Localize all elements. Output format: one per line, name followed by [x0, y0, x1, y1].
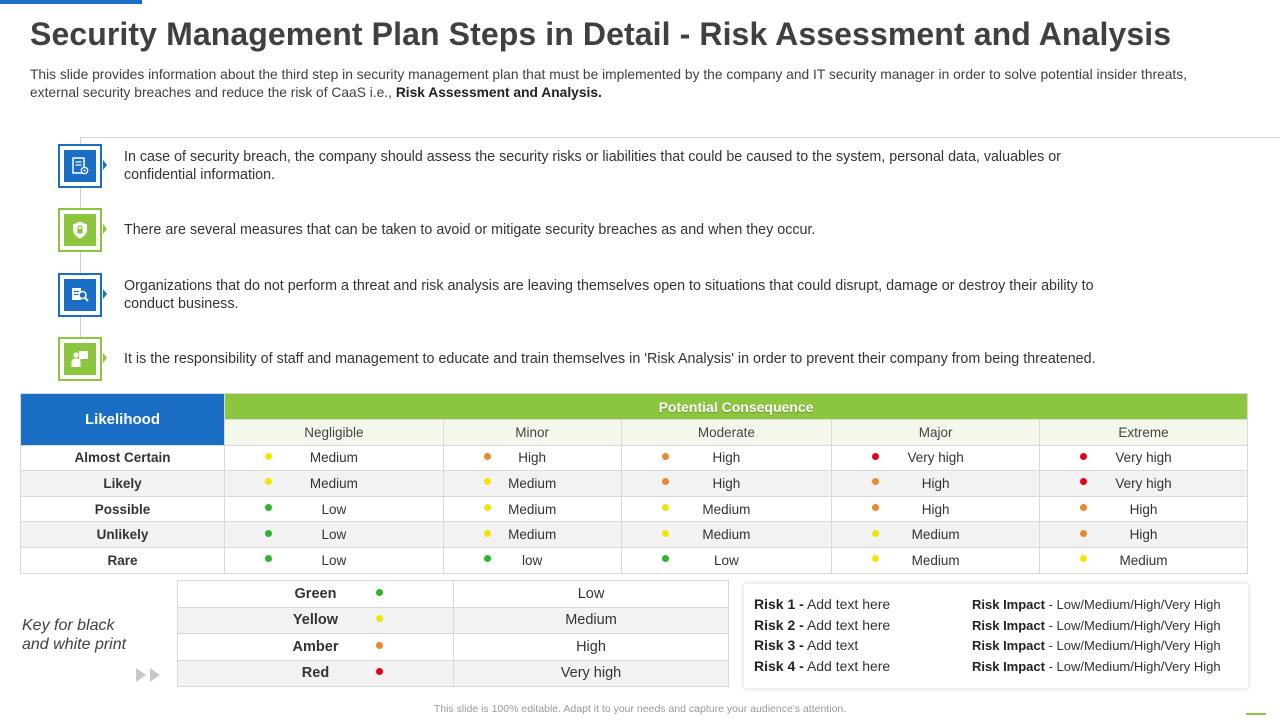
row-label: Likely	[21, 471, 225, 497]
point-1-arrow	[103, 160, 107, 170]
risk-impact-label: Risk Impact	[972, 617, 1045, 633]
key-value: Medium	[454, 607, 729, 634]
risk-dot-icon	[1080, 504, 1087, 511]
document-settings-icon	[64, 150, 96, 182]
key-color-label: Green	[294, 585, 337, 602]
risk-impact-text: - Low/Medium/High/Very High	[1048, 638, 1221, 653]
matrix-cell	[832, 547, 1040, 573]
column-header-negligible: Negligible	[225, 420, 444, 446]
matrix-cell	[832, 445, 1040, 471]
document-search-icon	[64, 279, 96, 311]
point-1-text: In case of security breach, the company should assess the security risks or liabilities that could be caused to the system, personal data, valuables or confidential information.	[124, 149, 1061, 183]
column-header-moderate: Moderate	[621, 420, 832, 446]
matrix-cell	[832, 496, 1040, 522]
risk-row	[754, 617, 1234, 637]
risk-level-text: Medium	[508, 527, 557, 543]
risk-impact-label: Risk Impact	[972, 658, 1045, 674]
matrix-cell	[443, 522, 621, 548]
risk-impact-label: Risk Impact	[972, 597, 1045, 612]
risk-dot-icon	[1080, 530, 1087, 537]
risk-impact-label: Risk Impact	[972, 638, 1045, 653]
risk-impact	[972, 638, 1221, 653]
person-training-icon	[64, 343, 96, 375]
risk-dot-icon	[484, 478, 491, 485]
risk-level-text: Medium	[1119, 552, 1168, 568]
key-color-label: Red	[301, 665, 330, 682]
matrix-cell	[621, 471, 832, 497]
matrix-cell	[443, 547, 621, 573]
key-dot-icon	[376, 615, 383, 622]
subtitle-emphasis: Risk Assessment and Analysis.	[395, 85, 602, 100]
risk-dot-icon	[1080, 555, 1087, 562]
risk-text: Add text here	[806, 616, 891, 633]
matrix-cell	[225, 471, 444, 497]
key-label	[22, 616, 126, 654]
risk-level-text: High	[712, 450, 741, 466]
corner-accent	[1246, 713, 1266, 715]
risk-level-text: Medium	[508, 501, 557, 517]
potential-consequence-header: Potential Consequence	[225, 394, 1248, 420]
risk-level-text: Medium	[911, 527, 960, 543]
risk-level-text: Low	[714, 552, 739, 568]
risk-level-text: High	[1129, 501, 1158, 517]
risk-impact	[972, 618, 1221, 633]
risk-dot-icon	[484, 504, 491, 511]
matrix-cell	[225, 522, 444, 548]
shield-lock-icon	[64, 214, 96, 246]
risk-label: Risk 1 -	[754, 596, 804, 612]
matrix-cell	[1040, 445, 1248, 471]
risk-dot-icon	[265, 530, 272, 537]
risk-impact-text: - Low/Medium/High/Very High	[1048, 617, 1221, 633]
risk-impact	[972, 597, 1221, 612]
risk-dot-icon	[1080, 478, 1087, 485]
key-dot-icon	[376, 668, 383, 675]
matrix-cell	[1040, 547, 1248, 573]
key-color-name	[178, 581, 454, 608]
risk-text: Add text here	[806, 596, 891, 612]
matrix-cell	[1040, 471, 1248, 497]
risk-dot-icon	[1080, 453, 1087, 460]
risk-impact-text: - Low/Medium/High/Very High	[1048, 597, 1221, 612]
matrix-cell	[621, 496, 832, 522]
matrix-cell	[832, 471, 1040, 497]
point-4-icon-frame	[58, 337, 102, 381]
point-2	[58, 208, 1178, 252]
key-value: Very high	[454, 660, 729, 687]
key-value: High	[454, 634, 729, 661]
risk-level-text: low	[522, 552, 543, 568]
matrix-cell	[443, 445, 621, 471]
point-4-text: It is the responsibility of staff and management to educate and train themselves in 'Risk Analysis' in order to prevent their company from being threatened.	[124, 351, 1096, 367]
risk-dot-icon	[484, 555, 491, 562]
point-2-text: There are several measures that can be taken to avoid or mitigate security breaches as and when they occur.	[124, 222, 816, 238]
risk-level-text: Very high	[1115, 450, 1172, 466]
point-4	[58, 337, 1178, 381]
risk-dot-icon	[662, 478, 669, 485]
risk-level-text: Medium	[508, 475, 557, 491]
risk-impact	[972, 659, 1221, 674]
point-3-icon-frame	[58, 273, 102, 317]
risk-row	[754, 637, 1234, 657]
matrix-row	[21, 471, 1248, 497]
matrix-cell	[225, 547, 444, 573]
risk-dot-icon	[872, 530, 879, 537]
matrix-header-row	[21, 394, 1248, 420]
risk-dot-icon	[484, 453, 491, 460]
risk-matrix-table	[20, 393, 1248, 574]
row-label: Almost Certain	[21, 445, 225, 471]
key-value: Low	[454, 581, 729, 608]
row-label: Unlikely	[21, 522, 225, 548]
matrix-cell	[1040, 522, 1248, 548]
matrix-cell	[621, 522, 832, 548]
risk-row	[754, 658, 1234, 678]
point-2-arrow	[103, 224, 107, 234]
subtitle-text: This slide provides information about the third step in security management plan that must be implemented by the company and IT security manager in order to solve potential insider threats, external security breaches and reduce the risk of CaaS i.e.,	[30, 67, 1187, 100]
risk-level-text: Medium	[309, 450, 358, 466]
key-color-name	[178, 607, 454, 634]
risk-dot-icon	[484, 530, 491, 537]
key-color-name	[178, 660, 454, 687]
risk-level-text: Medium	[702, 527, 751, 543]
point-3-arrow	[103, 289, 107, 299]
risk-level-text: High	[921, 501, 950, 517]
column-header-minor: Minor	[443, 420, 621, 446]
key-label-line-1: Key for black	[22, 617, 115, 634]
key-body	[178, 581, 729, 687]
risk-dot-icon	[265, 453, 272, 460]
risk-list-box	[744, 584, 1248, 688]
row-label: Possible	[21, 496, 225, 522]
risk-level-text: High	[1129, 527, 1158, 543]
matrix-row	[21, 445, 1248, 471]
matrix-row	[21, 522, 1248, 548]
arrow-shape	[150, 668, 160, 682]
risk-label: Risk 4 -	[754, 657, 804, 674]
key-label-line-2: and white print	[22, 636, 127, 653]
key-row	[178, 634, 729, 661]
point-3-text: Organizations that do not perform a threat and risk analysis are leaving themselves open to situations that could disrupt, damage or destroy their ability to conduct business.	[124, 278, 1094, 312]
point-1-icon-frame	[58, 144, 102, 188]
risk-level-text: High	[921, 475, 950, 491]
key-dot-icon	[376, 642, 383, 649]
risk-label: Risk 3 -	[754, 637, 804, 653]
key-color-label: Amber	[292, 638, 339, 655]
risk-dot-icon	[265, 555, 272, 562]
risk-level-text: Low	[321, 552, 347, 568]
matrix-cell	[832, 522, 1040, 548]
point-4-arrow	[103, 353, 107, 363]
risk-dot-icon	[662, 555, 669, 562]
matrix-cell	[621, 547, 832, 573]
footer-note: This slide is 100% editable. Adapt it to your needs and capture your audience's attention.	[433, 703, 847, 715]
point-2-icon-frame	[58, 208, 102, 252]
divider-line	[80, 137, 1280, 138]
risk-dot-icon	[872, 504, 879, 511]
matrix-row	[21, 496, 1248, 522]
key-color-name	[178, 634, 454, 661]
slide-subtitle	[30, 66, 1220, 102]
risk-dot-icon	[265, 504, 272, 511]
risk-level-text: Very high	[907, 450, 964, 466]
risk-dot-icon	[662, 504, 669, 511]
risk-dot-icon	[872, 555, 879, 562]
risk-row	[754, 596, 1234, 616]
risk-dot-icon	[662, 530, 669, 537]
matrix-cell	[225, 496, 444, 522]
matrix-cell	[443, 496, 621, 522]
risk-level-text: High	[518, 450, 547, 466]
column-header-extreme: Extreme	[1040, 420, 1248, 446]
slide-title: Security Management Plan Steps in Detail - Risk Assessment and Analysis	[30, 16, 1172, 52]
risk-level-text: Very high	[1115, 475, 1172, 491]
risk-dot-icon	[662, 453, 669, 460]
point-3	[58, 273, 1178, 317]
risk-dot-icon	[872, 478, 879, 485]
key-color-label: Yellow	[292, 612, 339, 629]
risk-dot-icon	[872, 453, 879, 460]
risk-text: Add text here	[806, 657, 891, 674]
matrix-body	[21, 445, 1248, 573]
risk-name	[754, 658, 890, 674]
risk-level-text: Medium	[911, 552, 960, 568]
risk-name	[754, 596, 890, 612]
column-header-major: Major	[832, 420, 1040, 446]
matrix-cell	[1040, 496, 1248, 522]
matrix-cell	[225, 445, 444, 471]
risk-level-text: High	[712, 475, 741, 491]
matrix-row	[21, 547, 1248, 573]
likelihood-header: Likelihood	[21, 394, 225, 446]
key-dot-icon	[376, 589, 383, 596]
risk-level-text: Low	[321, 501, 347, 517]
matrix-cell	[443, 471, 621, 497]
key-row	[178, 581, 729, 608]
risk-level-text: Medium	[702, 501, 751, 517]
risk-dot-icon	[265, 478, 272, 485]
double-arrow-icon	[136, 668, 160, 682]
key-row	[178, 607, 729, 634]
risk-level-text: Medium	[309, 475, 358, 491]
risk-label: Risk 2 -	[754, 616, 804, 633]
risk-level-text: Low	[321, 527, 347, 543]
risk-name	[754, 617, 890, 633]
arrow-shape	[136, 668, 146, 682]
key-row	[178, 660, 729, 687]
point-1	[58, 144, 1178, 188]
risk-name	[754, 637, 858, 653]
matrix-cell	[621, 445, 832, 471]
risk-impact-text: - Low/Medium/High/Very High	[1048, 658, 1221, 674]
risk-text: Add text	[806, 637, 859, 653]
row-label: Rare	[21, 547, 225, 573]
top-accent-bar	[0, 0, 142, 4]
color-key-table	[177, 580, 729, 687]
